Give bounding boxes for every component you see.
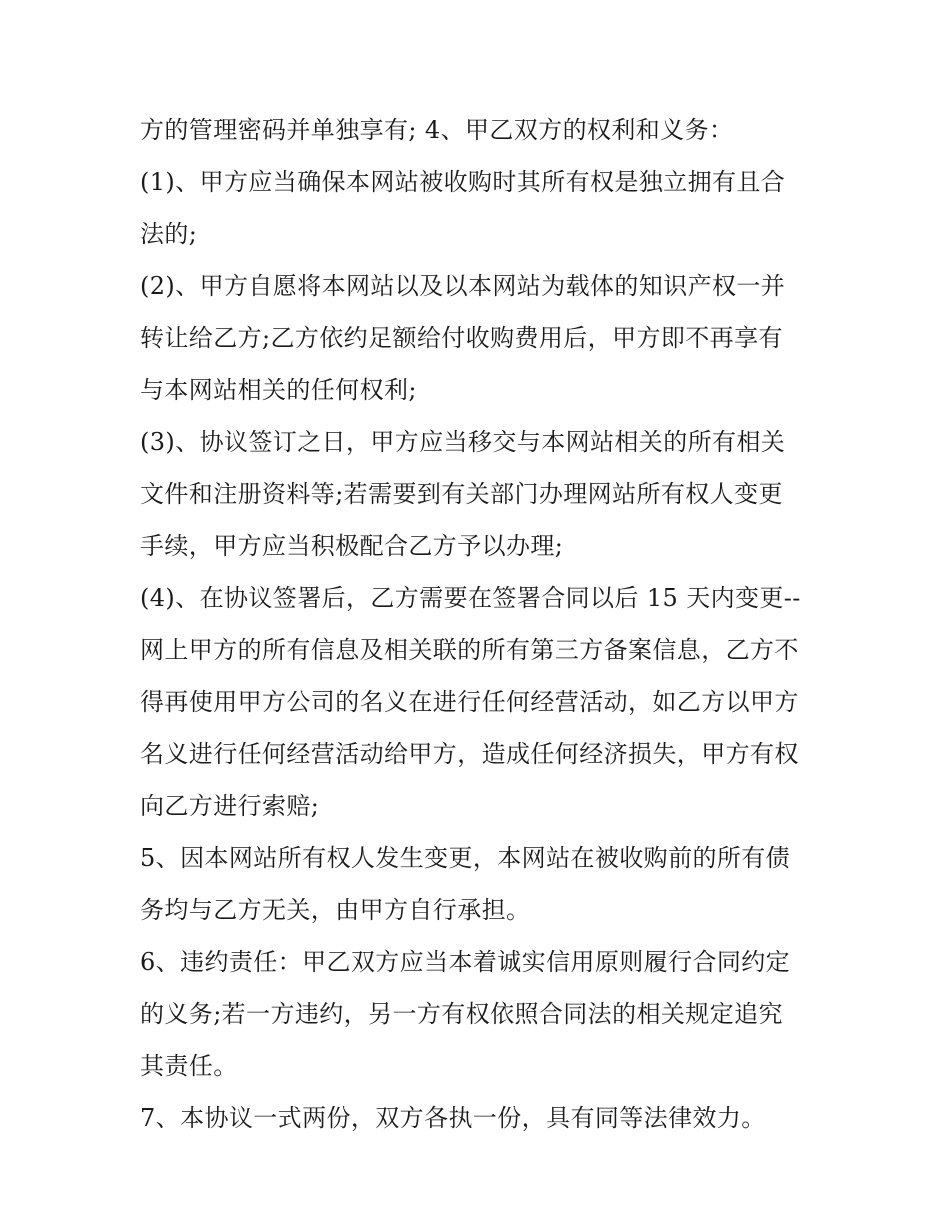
text-line: (2)、甲方自愿将本网站以及以本网站为载体的知识产权一并 [140, 272, 786, 300]
text-line: (4)、在协议签署后，乙方需要在签署合同以后 15 天内变更-- [140, 584, 801, 612]
text-line: 名义进行任何经营活动给甲方，造成任何经济损失，甲方有权 [140, 740, 799, 768]
text-line: 文件和注册资料等;若需要到有关部门办理网站所有权人变更 [140, 480, 783, 508]
text-line: 手续，甲方应当积极配合乙方予以办理; [140, 532, 564, 560]
text-line: 得再使用甲方公司的名义在进行任何经营活动，如乙方以甲方 [140, 688, 799, 716]
text-line: (3)、协议签订之日，甲方应当移交与本网站相关的所有相关 [140, 428, 786, 456]
text-line: 的义务;若一方违约，另一方有权依照合同法的相关规定追究 [140, 1000, 783, 1028]
text-line: 其责任。 [140, 1052, 238, 1080]
text-line: 7、本协议一式两份，双方各执一份，具有同等法律效力。 [140, 1104, 766, 1132]
text-line: 与本网站相关的任何权利; [140, 376, 417, 404]
text-line: 5、因本网站所有权人发生变更，本网站在被收购前的所有债 [140, 844, 791, 872]
text-line: (1)、甲方应当确保本网站被收购时其所有权是独立拥有且合 [140, 168, 786, 196]
text-line: 向乙方进行索赔; [140, 792, 320, 820]
text-line: 网上甲方的所有信息及相关联的所有第三方备案信息，乙方不 [140, 636, 799, 664]
text-line: 法的; [140, 220, 198, 248]
text-line: 务均与乙方无关，由甲方自行承担。 [140, 896, 531, 924]
text-line: 转让给乙方;乙方依约足额给付收购费用后，甲方即不再享有 [140, 324, 783, 352]
text-line: 方的管理密码并单独享有; 4、甲乙双方的权利和义务： [140, 116, 734, 144]
text-line: 6、违约责任：甲乙双方应当本着诚实信用原则履行合同约定 [140, 948, 791, 976]
document-body [140, 104, 830, 1144]
